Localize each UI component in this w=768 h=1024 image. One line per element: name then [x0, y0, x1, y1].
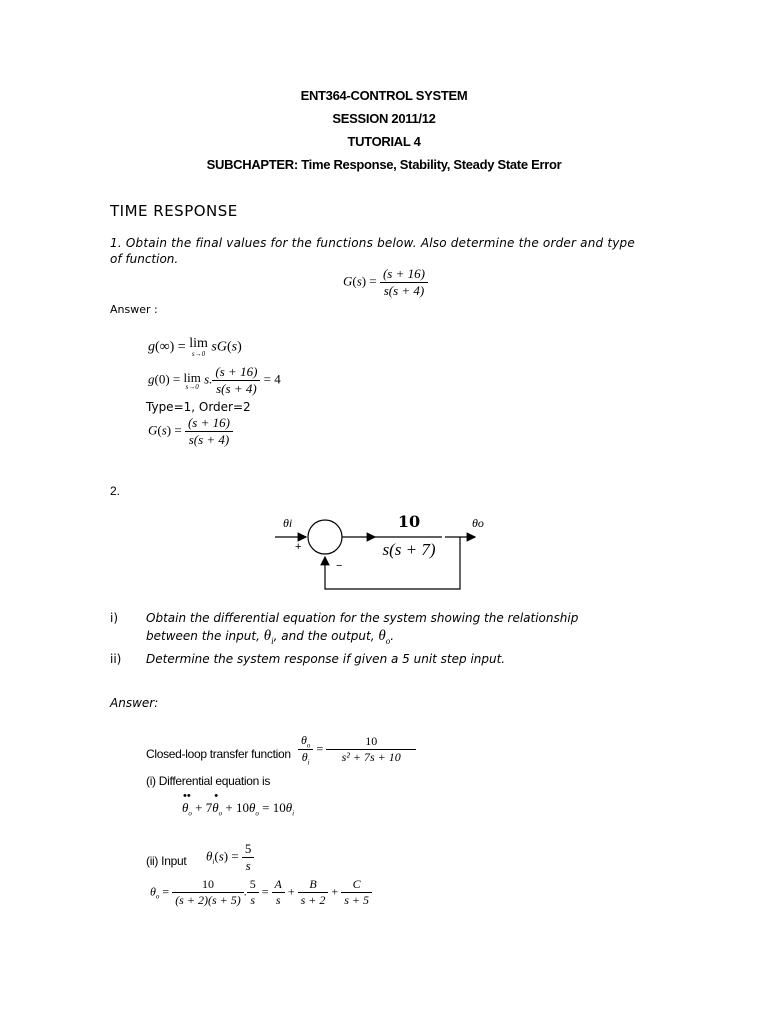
- diff-eq-label: (i) Differential equation is: [146, 774, 271, 788]
- pf-num1: 10: [201, 877, 214, 891]
- plus-sign: +: [295, 541, 302, 553]
- cltf-label: Closed-loop transfer function: [146, 747, 291, 761]
- q1-gs2-denominator: s(s + 4): [185, 431, 233, 448]
- pf-C: C: [352, 877, 361, 891]
- step-denominator: s: [242, 857, 255, 874]
- q1-text-line2: of function.: [110, 252, 179, 266]
- pf-num2: 5: [249, 877, 256, 891]
- q2-ii-text: Determine the system response if given a 5 unit step input.: [146, 652, 506, 666]
- pf-den2: s: [247, 892, 259, 908]
- input-label-ii: (ii) Input: [146, 854, 187, 868]
- step-input-eq: $\theta_i(s)$ = $\frac{5}{s}$: [206, 841, 254, 874]
- step-numerator: 5: [244, 841, 252, 856]
- pf-den1: (s + 2)(s + 5): [172, 892, 244, 908]
- q1-gs2-numerator: (s + 16): [187, 415, 230, 430]
- q1-transfer-function: G(s) = $\frac{(s + 16)}{s(s + 4)}$: [343, 266, 428, 299]
- q1-final-value-result: g(0) = lim s→0 s. $\frac{(s + 16)}{s(s + 4)}$ = 4: [148, 364, 281, 396]
- pf-A: A: [274, 877, 282, 891]
- q1-text-line1: 1. Obtain the final values for the functions below. Also determine the order and type: [110, 236, 635, 250]
- pf-dC: s + 5: [341, 892, 372, 908]
- cltf-equation: $\frac{\theta_o}{\theta_i}$ = $\frac{10}{\text{s² + 7s + 10}}$: [298, 733, 416, 767]
- q1-gs-numerator: (s + 16): [382, 266, 425, 281]
- q1-lim-subscript: s→0: [191, 350, 206, 358]
- q2-i-label: i): [110, 611, 119, 625]
- q2-ii-label: ii): [110, 652, 122, 666]
- q1-gs-denominator: s(s + 4): [380, 282, 428, 299]
- q2-i-line2b: , and the output,: [273, 629, 375, 643]
- course-title: ENT364-CONTROL SYSTEM: [300, 88, 468, 103]
- q1-eq2-numerator: (s + 16): [215, 364, 258, 379]
- output-label: θo: [472, 516, 484, 530]
- pf-dB: s + 2: [298, 892, 329, 908]
- tf-denominator: s(s + 7): [382, 540, 436, 559]
- q2-i-line2a: between the input,: [146, 629, 260, 643]
- summing-junction: [308, 520, 342, 554]
- pf-dA: s: [272, 892, 285, 908]
- tutorial-title: TUTORIAL 4: [347, 134, 421, 149]
- session-title: SESSION 2011/12: [332, 111, 436, 126]
- minus-sign: −: [336, 560, 343, 572]
- cltf-denominator: s² + 7s + 10: [326, 749, 416, 765]
- q1-gs-repeat: G(s) = $\frac{(s + 16)}{s(s + 4)}$: [148, 415, 233, 448]
- section-title: TIME RESPONSE: [110, 202, 238, 220]
- q2-i-line2: between the input, $\theta_i$, and the output, $\theta_o$.: [146, 628, 395, 646]
- input-label: θi: [283, 516, 293, 530]
- q2-i-line1: Obtain the differential equation for the system showing the relationship: [146, 611, 579, 625]
- pf-B: B: [309, 877, 317, 891]
- q1-final-value-eq: g(∞) = lim s→0 sG(s): [148, 336, 242, 358]
- q1-answer-label: Answer :: [110, 303, 158, 316]
- q1-type-order: Type=1, Order=2: [146, 400, 251, 414]
- q1-eq2-denominator: s(s + 4): [212, 380, 260, 397]
- cltf-numerator: 10: [365, 734, 378, 749]
- partial-fraction-eq: $\theta_o$ = $\frac{10}{(s + 2)(s + 5)}$ . $\frac{5}{s}$ = $\frac{A}{s}$ + $\frac{B}{s + 2}$ + $\frac{C}{s + 5}$: [150, 877, 372, 908]
- tf-numerator: 10: [397, 512, 421, 531]
- block-diagram: [270, 505, 480, 600]
- subchapter-title: SUBCHAPTER: Time Response, Stability, Steady State Error: [206, 157, 562, 172]
- diff-equation: $\theta_o$ •• + $7\theta_o$ • + $10\theta_o = 10\theta_i$: [182, 790, 295, 818]
- q1-eq2-result: = 4: [263, 371, 281, 387]
- q2-answer-label: Answer:: [110, 696, 159, 710]
- q2-number: 2.: [110, 484, 121, 498]
